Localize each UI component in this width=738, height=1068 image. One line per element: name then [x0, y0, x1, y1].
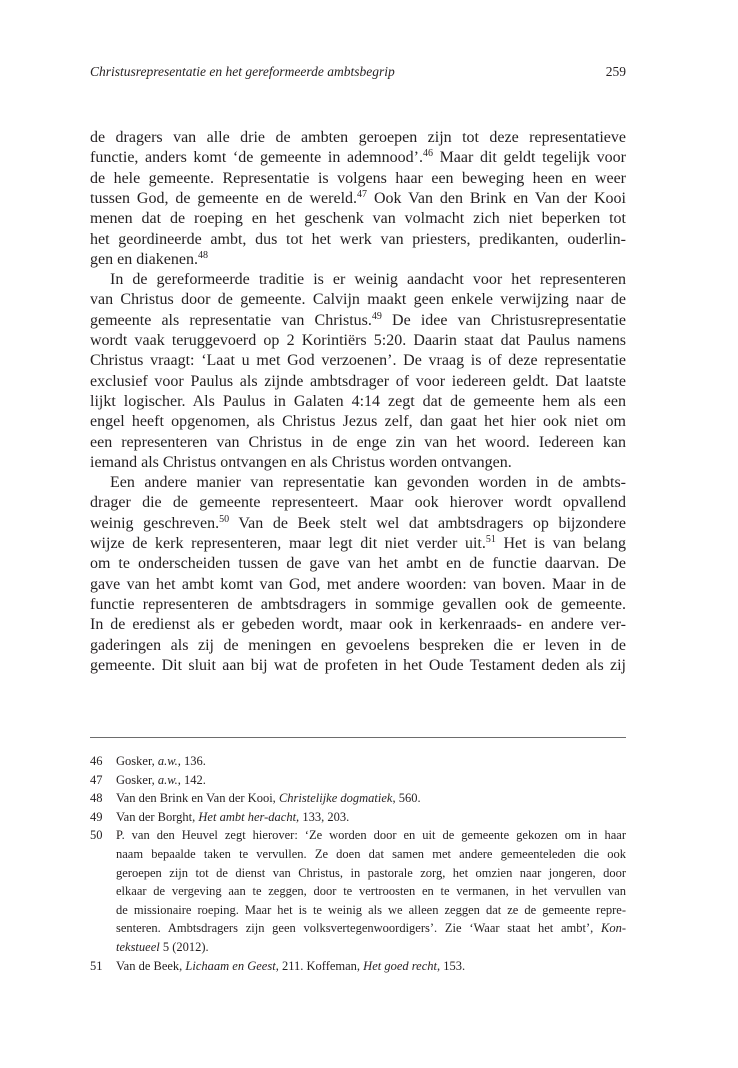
- text-run: Van den Brink en Van der Kooi,: [116, 791, 279, 806]
- footnote-ref: 48: [197, 249, 208, 261]
- text-run: weinig geschreven.: [90, 514, 220, 532]
- running-header: [90, 64, 626, 84]
- text-line: [90, 514, 626, 534]
- text-line: [90, 534, 626, 554]
- text-line: [90, 433, 626, 453]
- text-run: Gosker,: [116, 754, 158, 768]
- text-run: In de gereformeerde traditie is er weinig aandacht voor het representeren: [110, 271, 626, 289]
- footnote-separator: [90, 737, 626, 738]
- text-run: Gosker,: [116, 772, 158, 787]
- text-run: functie representeren de ambtsdragers in sommige gevallen ook de gemeente.: [90, 595, 626, 613]
- text-run: Van de Beek,: [116, 958, 186, 973]
- text-run: 5 (2012).: [159, 940, 209, 954]
- text-run: De idee van Christusrepresentatie: [381, 311, 626, 329]
- text-run: wordt vaak teruggevoerd op 2 Korintiërs 5:20. Daarin staat dat Paulus namens: [90, 332, 626, 349]
- footnote-line: [116, 957, 626, 976]
- text-line: [110, 270, 626, 290]
- footnote-line: [116, 882, 626, 901]
- footnote-line: [116, 808, 626, 827]
- text-run: tussen God, de gemeente en de wereld.: [90, 189, 358, 207]
- text-line: [90, 412, 626, 432]
- text-run: In de eredienst als er gebeden wordt, maar ook in kerkenraads- en andere ver-: [90, 616, 626, 634]
- text-line: [90, 250, 626, 270]
- text-line: [90, 656, 626, 676]
- running-title: Christusrepresentatie en het gereformeerde ambtsbegrip: [90, 64, 395, 79]
- text-run: P. van den Heuvel zegt hierover: ‘Ze worden door en uit de gemeente gekozen om in haar: [116, 828, 626, 843]
- text-run: wijze de kerk representeren, maar legt dit niet verder uit.: [90, 535, 486, 552]
- text-run: van Christus door de gemeente. Calvijn maakt geen enkele verwijzing naar de: [90, 291, 626, 309]
- footnote-line: [116, 864, 626, 883]
- footnote-ref: 49: [371, 310, 382, 322]
- text-line: [90, 554, 626, 574]
- footnote-line: [116, 826, 626, 845]
- text-run: iemand als Christus ontvangen en als Christus worden ontvangen.: [90, 453, 512, 471]
- text-line: [90, 230, 626, 250]
- text-run: Christus vraagt: ‘Laat u met God verzoenen’. De vraag is of deze representatie: [90, 352, 626, 370]
- text-run: gen en diakenen.: [90, 250, 198, 268]
- italic-text: Christelijke dogmatiek: [278, 791, 393, 806]
- italic-text: Het goed recht: [363, 958, 437, 973]
- text-run: de missionaire roeping. Maar het is te weinig als we alleen zeggen dat ze de gemeente repre-: [116, 902, 626, 917]
- footnote-ref: 47: [357, 188, 368, 200]
- text-line: [90, 453, 626, 473]
- text-line: [90, 169, 626, 189]
- text-run: Ook Van den Brink en Van der Kooi: [367, 189, 627, 207]
- text-run: 133, 203.: [299, 809, 350, 824]
- text-line: [90, 128, 626, 148]
- footnote-number: 46: [90, 754, 103, 768]
- text-run: functie, anders komt ‘de gemeente in ademnood’.: [90, 149, 423, 167]
- text-run: , 153.: [437, 958, 466, 973]
- text-line: [90, 189, 626, 209]
- text-line: [90, 148, 626, 168]
- footnote-line: [116, 789, 626, 808]
- text-run: , 211. Koffeman,: [275, 958, 364, 973]
- footnote-number: 48: [90, 791, 103, 806]
- footnote-line: [116, 901, 626, 920]
- text-run: elkaar de vergeving aan te zeggen, door te vertroosten en te vermanen, in het vervullen van: [116, 884, 626, 899]
- italic-text: Kon-: [601, 921, 626, 936]
- footnote-line: [116, 919, 626, 938]
- text-run: lijkt logischer. Als Paulus in Galaten 4:14 zegt dat de gemeente hem als een: [90, 392, 626, 410]
- footnote-ref: 50: [219, 513, 230, 525]
- text-run: gemeente. Dit sluit aan bij wat de profeten in het Oude Testament deden als zij: [90, 656, 626, 674]
- page-number: 259: [605, 64, 626, 79]
- footnote-line: [116, 771, 626, 790]
- footnote-line: [116, 845, 626, 864]
- text-line: [90, 372, 626, 392]
- text-run: Het is van belang: [495, 535, 626, 552]
- text-line: [90, 331, 626, 351]
- text-line: [90, 392, 626, 412]
- text-line: [90, 595, 626, 615]
- text-line: [90, 493, 626, 513]
- text-line: [110, 473, 626, 493]
- text-line: [90, 209, 626, 229]
- text-run: engel heeft opgenomen, als Christus Jezus zelf, dan gaat het hier ook niet om: [90, 413, 626, 431]
- footnote-number: 50: [90, 828, 103, 843]
- text-run: het geordineerde ambt, dus tot het werk van priesters, predikanten, ouderlin-: [90, 230, 626, 248]
- text-line: [90, 575, 626, 595]
- footnote-number: 49: [90, 809, 103, 824]
- italic-text: Lichaam en Geest: [185, 958, 276, 973]
- text-run: de hele gemeente. Representatie is volgens haar een beweging heen en weer: [90, 169, 626, 187]
- text-run: geroepen zijn tot de dienst van Christus, in pastorale zorg, het omzien naar jongeren, door: [116, 865, 626, 880]
- italic-text: tekstueel: [116, 940, 160, 954]
- text-line: [90, 615, 626, 635]
- text-run: 136.: [180, 754, 206, 768]
- text-run: een representeren van Christus in de enge zin van het woord. Iedereen kan: [90, 433, 626, 451]
- text-run: gaderingen als zij de meningen en gevoelens bespreken die er leven in de: [90, 636, 626, 654]
- text-line: [90, 351, 626, 371]
- text-run: gave van het ambt komt van God, met andere woorden: van boven. Maar in de: [90, 575, 626, 593]
- footnote-number: 51: [90, 958, 103, 973]
- text-line: [90, 290, 626, 310]
- text-run: naam bepaalde taken te vervullen. Ze doen dat samen met andere gemeenteleden die ook: [116, 847, 626, 861]
- text-run: Maar dit geldt tegelijk voor: [432, 149, 627, 167]
- footnote-ref: 46: [422, 148, 433, 160]
- footnote-line: [116, 752, 626, 771]
- text-run: drager die de gemeente representeert. Maar ook hierover wordt opvallend: [90, 494, 626, 512]
- text-run: de dragers van alle drie de ambten geroepen zijn tot deze representatieve: [90, 129, 626, 146]
- footnote-ref: 51: [485, 534, 496, 545]
- text-line: [90, 636, 626, 656]
- text-run: , 142.: [177, 772, 206, 787]
- italic-text: a.w.: [157, 772, 178, 787]
- text-run: senteren. Ambtsdragers zijn geen volksvertegenwoordigers’. Zie ‘Waar staat het ambt’,: [116, 921, 601, 936]
- italic-text: Het ambt her-dacht,: [198, 809, 300, 824]
- text-run: menen dat de roeping en het geschenk van volmacht zich niet beperken tot: [90, 210, 626, 228]
- text-run: exclusief voor Paulus als zijnde ambtsdrager of voor iedereen geldt. Dat laatste: [90, 372, 626, 390]
- text-run: , 560.: [392, 791, 421, 806]
- text-run: Van der Borght,: [116, 809, 199, 824]
- italic-text: a.w.,: [157, 754, 181, 768]
- text-run: om te onderscheiden tussen de gave van het ambt en de functie daarvan. De: [90, 555, 626, 573]
- text-run: Van de Beek stelt wel dat ambtsdragers op bijzondere: [229, 514, 626, 532]
- text-line: [90, 311, 626, 331]
- text-run: Een andere manier van representatie kan gevonden worden in de ambts-: [110, 474, 626, 492]
- footnote-line: [116, 938, 626, 957]
- footnote-number: 47: [90, 772, 103, 787]
- text-run: gemeente als representatie van Christus.: [90, 311, 372, 329]
